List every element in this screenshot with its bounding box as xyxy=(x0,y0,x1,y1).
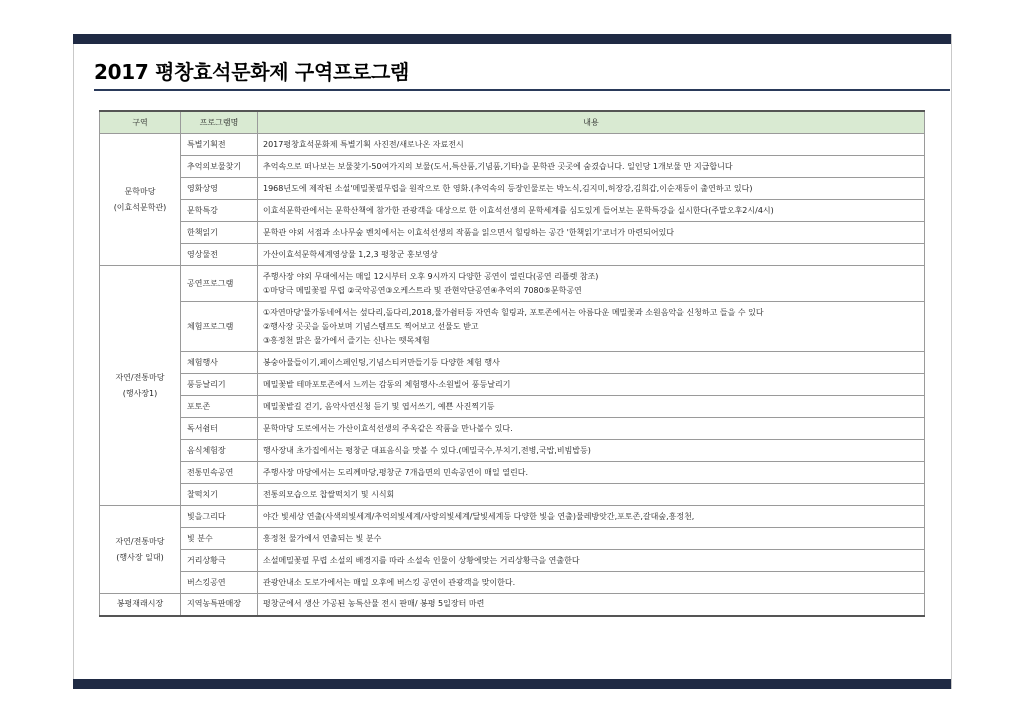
content-line: 이효석문학관에서는 문학산책에 참가한 관광객을 대상으로 한 이효석선생의 문학세계를 심도있게 들어보는 문학특강을 실시한다(주말오후2시/4시) xyxy=(263,205,774,215)
program-content-cell xyxy=(258,462,925,484)
page-title: 2017 평창효석문화제 구역프로그램 xyxy=(94,60,410,84)
program-name-cell: 거리상황극 xyxy=(181,550,258,572)
content-line: 전통의모습으로 찹쌀떡치기 및 시식회 xyxy=(263,489,395,499)
content-line: ①마당극 메밀꽃필 무렵 ②국악공연③오케스트라 및 관현악단공연④추억의 7080⑤문학공연 xyxy=(263,285,582,295)
table-row xyxy=(100,550,925,572)
content-line: 1968년도에 제작된 소설'메밀꽃필무렵을 원작으로 한 영화.(추억속의 등장인물로는 박노식,김지미,허장강,김희갑,이순재등이 출연하고 있다) xyxy=(263,183,753,193)
program-content-cell xyxy=(258,222,925,244)
table-row xyxy=(100,244,925,266)
program-name-cell: 특별기획전 xyxy=(181,134,258,156)
table-row xyxy=(100,418,925,440)
zone-label: 문학마당 xyxy=(124,186,156,196)
program-name-cell: 한책읽기 xyxy=(181,222,258,244)
program-content-cell xyxy=(258,244,925,266)
content-line: ②행사장 곳곳을 돌아보며 기념스템프도 찍어보고 선물도 받고 xyxy=(263,321,479,331)
zone-label: (행사장1) xyxy=(122,388,158,398)
table-row xyxy=(100,506,925,528)
content-line: 평창군에서 생산 가공된 농특산물 전시 판매/ 봉평 5일장터 마련 xyxy=(263,599,485,609)
table-body xyxy=(100,134,925,616)
content-line: 메밀꽃밭 테마포토존에서 느끼는 감동의 체험행사-소원빌어 풍등날리기 xyxy=(263,379,511,389)
program-content-cell xyxy=(258,528,925,550)
program-name-cell: 추억의보물찾기 xyxy=(181,156,258,178)
program-content-cell xyxy=(258,266,925,302)
program-name-cell: 영화상영 xyxy=(181,178,258,200)
content-line: 소설메밀꽃필 무렵 소설의 배경지를 따라 소설속 인물이 상황에맞는 거리상황극을 연출한다 xyxy=(263,555,580,565)
program-name-cell: 빛을그리다 xyxy=(181,506,258,528)
table-row xyxy=(100,200,925,222)
header-program: 프로그램명 xyxy=(181,111,258,134)
table-row xyxy=(100,594,925,616)
title-divider xyxy=(94,89,950,91)
program-name-cell: 체험프로그램 xyxy=(181,302,258,352)
program-content-cell xyxy=(258,594,925,616)
program-content-cell xyxy=(258,418,925,440)
content-line: 행사장내 초가집에서는 평창군 대표음식을 맛볼 수 있다.(메밀국수,부치기,전병,국밥,비빔밥등) xyxy=(263,445,591,455)
zone-label: 자연/전통마당 xyxy=(115,372,165,382)
program-content-cell xyxy=(258,178,925,200)
table-row xyxy=(100,266,925,302)
table-row xyxy=(100,302,925,352)
program-content-cell xyxy=(258,396,925,418)
content-line: 메밀꽃밭길 걷기, 음악사연신청 듣기 및 엽서쓰기, 예쁜 사진찍기등 xyxy=(263,401,495,411)
content-line: 봉숭아물들이기,페이스페인팅,기념스티커만들기등 다양한 체험 행사 xyxy=(263,357,500,367)
program-name-cell: 지역농특판매장 xyxy=(181,594,258,616)
zone-cell xyxy=(100,506,181,594)
table-row xyxy=(100,572,925,594)
table-row xyxy=(100,222,925,244)
program-name-cell: 독서쉼터 xyxy=(181,418,258,440)
program-content-cell xyxy=(258,200,925,222)
content-line: 추억속으로 떠나보는 보물찾기-50여가지의 보물(도서,특산품,기념품,기타)을 문학관 곳곳에 숨겼습니다. 일인당 1개보물 만 지급합니다 xyxy=(263,161,733,171)
program-name-cell: 찰떡치기 xyxy=(181,484,258,506)
zone-cell xyxy=(100,134,181,266)
table-row xyxy=(100,396,925,418)
program-name-cell: 포토존 xyxy=(181,396,258,418)
content-line: ③흥정천 맑은 물가에서 즐기는 신나는 뗏목체험 xyxy=(263,335,430,345)
header-zone: 구역 xyxy=(100,111,181,134)
content-line: 문학마당 도로에서는 가산이효석선생의 주옥같은 작품을 만나볼수 있다. xyxy=(263,423,513,433)
zone-label: (이효석문학관) xyxy=(113,202,167,212)
zone-label: 자연/전통마당 xyxy=(115,536,165,546)
program-content-cell xyxy=(258,484,925,506)
content-line: 야간 빛세상 연출(사색의빛세계/추억의빛세계/사랑의빛세계/달빛세계등 다양한 빛을 연출)물레방앗간,포토존,갈대숲,흥정천, xyxy=(263,511,695,521)
program-table xyxy=(99,110,925,617)
table-row xyxy=(100,374,925,396)
program-content-cell xyxy=(258,374,925,396)
table-row xyxy=(100,462,925,484)
header-content: 내용 xyxy=(258,111,925,134)
program-name-cell: 문학특강 xyxy=(181,200,258,222)
program-name-cell: 빛 분수 xyxy=(181,528,258,550)
program-content-cell xyxy=(258,352,925,374)
content-line: 가산이효석문학세계영상물 1,2,3 평창군 홍보영상 xyxy=(263,249,438,259)
program-content-cell xyxy=(258,506,925,528)
bottom-bar xyxy=(73,679,951,689)
table-row xyxy=(100,134,925,156)
table-row xyxy=(100,440,925,462)
content-line: 관광안내소 도로가에서는 매일 오후에 버스킹 공연이 관광객을 맞이한다. xyxy=(263,577,516,587)
program-name-cell: 풍등날리기 xyxy=(181,374,258,396)
zone-cell xyxy=(100,266,181,506)
program-name-cell: 영상물전 xyxy=(181,244,258,266)
top-bar xyxy=(73,34,951,44)
program-content-cell xyxy=(258,550,925,572)
table-row xyxy=(100,484,925,506)
content-line: 흥정천 물가에서 연출되는 빛 분수 xyxy=(263,533,382,543)
program-name-cell: 체험행사 xyxy=(181,352,258,374)
content-line: 주행사장 마당에서는 도리께마당,평창군 7개읍면의 민속공연이 매일 열린다. xyxy=(263,467,528,477)
table-row xyxy=(100,352,925,374)
program-content-cell xyxy=(258,134,925,156)
program-content-cell xyxy=(258,156,925,178)
program-content-cell xyxy=(258,572,925,594)
program-content-cell xyxy=(258,302,925,352)
program-name-cell: 전통민속공연 xyxy=(181,462,258,484)
table-row xyxy=(100,528,925,550)
table-row xyxy=(100,178,925,200)
table-header-row xyxy=(100,111,925,134)
program-content-cell xyxy=(258,440,925,462)
zone-label: 봉평재래시장 xyxy=(116,599,164,609)
table-row xyxy=(100,156,925,178)
program-name-cell: 공연프로그램 xyxy=(181,266,258,302)
zone-label: (행사장 일대) xyxy=(116,552,164,562)
program-name-cell: 음식체험장 xyxy=(181,440,258,462)
program-name-cell: 버스킹공연 xyxy=(181,572,258,594)
zone-cell xyxy=(100,594,181,616)
content-line: 문학관 야외 서점과 소나무숲 벤치에서는 이효석선생의 작품을 읽으면서 힐링하는 공간 '한책읽기'코너가 마련되어있다 xyxy=(263,227,675,237)
content-line: 주행사장 야외 무대에서는 매일 12시부터 오후 9시까지 다양한 공연이 열린다(공연 리플렛 참조) xyxy=(263,271,599,281)
content-line: 2017평창효석문화제 특별기획 사진전/새로나온 자료전시 xyxy=(263,139,464,149)
content-line: ①자연마당'물가동네에서는 섶다리,돌다리,2018,물가쉼터등 자연속 힐링과, 포토존에서는 아름다운 메밀꽃과 소원음악을 신청하고 들을 수 있다 xyxy=(263,307,764,317)
